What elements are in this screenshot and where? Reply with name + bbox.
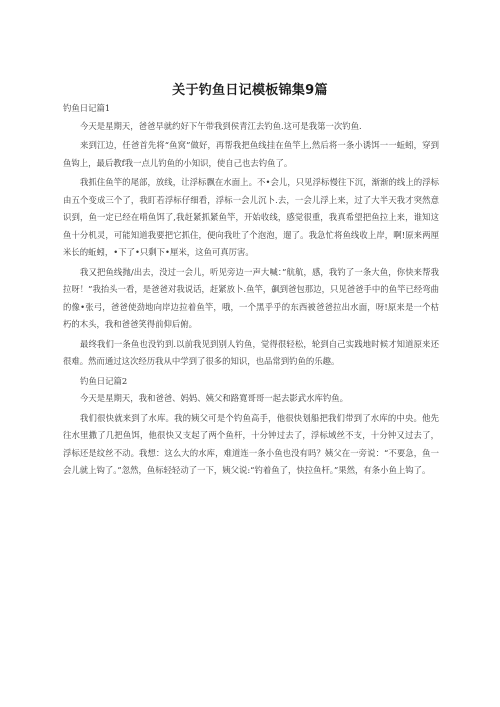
paragraph: 我抓住鱼竿的尾部，放线，让浮标飘在水面上。不•会儿，只见浮标慢往下沉，渐渐的线上的浮标由五个变成三个了，我盯若浮标仔细看，浮标一会儿沉卜.去，一会儿浮上来，过了大半天我才突然意识到，鱼一定已经在啃鱼饵了,我赶紧抓紧鱼竿，开始收线，感觉很重，我真希望把鱼拉上来，谁知这鱼十分机灵，可能知道我要把它抓住，便向我吐了个泡泡，遛了。我急忙将鱼线收上岸，啊!原来两厘米长的蚯蚓，•下了•只剩下•厘米，这鱼可真厉害。 [63, 177, 439, 257]
document-title: 关于钓鱼日记模板锦集9篇 [172, 83, 328, 98]
paragraph: 今天是星期天，我和爸爸、妈妈、姨父和路寛哥哥一起去影武水库钓鱼。 [80, 393, 348, 403]
section-heading-2: 钓鱼日记篇2 [80, 375, 128, 386]
document-body [63, 100, 439, 482]
paragraph: 最终我们一条鱼也没钓到.以前我见到别人钓鱼，觉得很轻松，轮到自己实践地时候才知道原来还很难。然而通过这次经历我从中学到了很多的知识，也品常到钓鱼的乐趣。 [63, 338, 439, 366]
paragraph: 我又把鱼线抛/出去，没过一会儿，听见旁边一声大喊：”航航，感，我钓了一条大鱼，你快来帮我拉呀！”我抬头一看，是爸爸对我说话，赶紧放卜.鱼竿，飙到爸包那边，只见爸爸手中的鱼竿已经弯曲的像•张弓，爸爸使劲地向岸边拉着鱼竿，哦，一个黑乎乎的东西被爸爸拉出水面，呀!原来是一个枯朽的木头，我和爸爸笑得前仰后俯。 [63, 266, 439, 329]
paragraph: 今天是星期天，爸爸早就约好下午带我到侯青江去钓鱼.这可是我第一次钓鱼. [80, 120, 362, 131]
section-heading-1: 钓鱼日记篇1 [63, 103, 111, 113]
paragraph: 我们很快就来到了水库。我的姨父可是个钓鱼高手，他很快划船把我们带到了水库的中央。他先往水里撒了几把鱼饵，他很快又支起了两个鱼杆，十分钟过去了，浮标域丝不支，十分钟又过去了，浮标还是纹丝不动。我想：这么大的水库，难道连一条小鱼也没有吗？姨父在一旁说：“不要急，鱼一会儿就上钩了。”忽然，鱼标轻轻动了一下，姨父说:“钓着鱼了，快拉鱼杆。”果然，有条小鱼上钩了。 [63, 412, 439, 475]
paragraph: 来到江边，任爸首先将“鱼窝”做好，再帮我把鱼线挂在鱼竿上,然后将一条小诱饵一一蚯蚓，穿到鱼钩上，最后教f我一点儿钓鱼的小知识，使自己也去钓鱼了。 [63, 140, 439, 168]
